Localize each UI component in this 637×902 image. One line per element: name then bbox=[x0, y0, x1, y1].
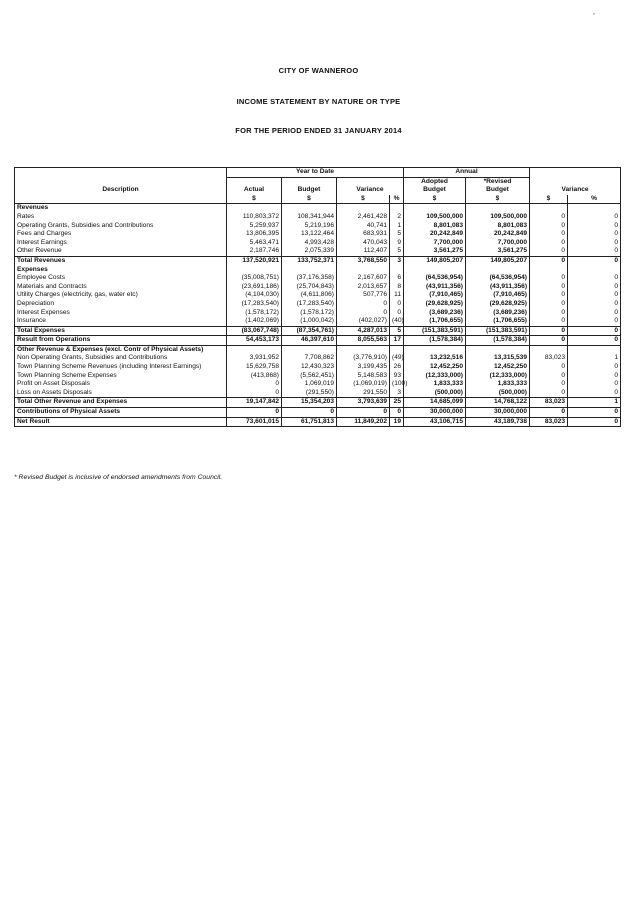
cell-variance-pct: 17 bbox=[390, 336, 404, 346]
cell-variance-pct bbox=[390, 204, 404, 213]
row-description: Total Other Revenue and Expenses bbox=[15, 398, 227, 408]
cell-revised-budget: 8,801,083 bbox=[466, 222, 530, 231]
footnote: * Revised Budget is inclusive of endorsed amendments from Council. bbox=[14, 474, 223, 481]
cell-revised-budget: 43,189,738 bbox=[466, 417, 530, 427]
cell-revised-budget: 7,700,000 bbox=[466, 239, 530, 248]
cell-annual-variance-pct bbox=[568, 204, 621, 213]
period-line: FOR THE PERIOD ENDED 31 JANUARY 2014 bbox=[235, 126, 402, 135]
cell-annual-variance-pct: 1 bbox=[614, 354, 619, 362]
cell-variance-pct: 0 bbox=[390, 309, 404, 318]
row-description: Fees and Charges bbox=[15, 230, 227, 239]
cell-annual-variance bbox=[530, 204, 568, 213]
cell-annual-variance: 0 bbox=[530, 317, 568, 326]
cell-annual-variance-pct: 0 bbox=[568, 326, 621, 336]
cell-actual: 54,453,173 bbox=[227, 336, 282, 346]
cell-annual-variance: 0 bbox=[530, 291, 568, 300]
table-row bbox=[15, 363, 621, 372]
revised-budget-header: Budget bbox=[466, 186, 530, 195]
cell-variance-pct: 0 bbox=[390, 300, 404, 309]
table-row bbox=[15, 291, 621, 300]
cell-variance-pct: (49) bbox=[390, 354, 404, 363]
cell-adopted-budget: 8,801,083 bbox=[404, 222, 466, 231]
ytd-group-header: Year to Date bbox=[227, 168, 404, 178]
row-description: Total Expenses bbox=[15, 326, 227, 336]
cell-adopted-budget: (151,383,591) bbox=[404, 326, 466, 336]
cell-actual: 15,629,758 bbox=[227, 363, 282, 372]
cell-variance-pct: 1 bbox=[390, 222, 404, 231]
cell-variance: (3,776,910) bbox=[337, 354, 390, 363]
cell-annual-variance: 0 bbox=[530, 309, 568, 318]
table-row bbox=[15, 230, 621, 239]
cell-adopted-budget: (7,910,465) bbox=[404, 291, 466, 300]
cell-revised-budget: 1,833,333 bbox=[466, 380, 530, 389]
row-description: Total Revenues bbox=[15, 256, 227, 265]
row-description: Other Revenue bbox=[15, 247, 227, 256]
statement-title: INCOME STATEMENT BY NATURE OR TYPE bbox=[236, 97, 401, 106]
unit-adopted: $ bbox=[404, 195, 466, 204]
cell-actual: (4,104,030) bbox=[227, 291, 282, 300]
cell-annual-variance: 0 bbox=[530, 256, 568, 265]
cell-variance: (402,027) bbox=[337, 317, 390, 326]
cell-budget: (291,550) bbox=[282, 389, 337, 398]
cell-adopted-budget: 43,106,715 bbox=[404, 417, 466, 427]
row-description: Expenses bbox=[15, 266, 227, 275]
cell-variance-pct: 5 bbox=[390, 230, 404, 239]
cell-variance-pct: 26 bbox=[390, 363, 404, 372]
cell-adopted-budget: (64,536,954) bbox=[404, 274, 466, 283]
cell-annual-variance-pct bbox=[568, 345, 621, 354]
table-row bbox=[15, 398, 621, 408]
cell-annual-variance-pct: 0 bbox=[614, 317, 619, 325]
cell-annual-variance-pct: 0 bbox=[614, 212, 619, 220]
cell-annual-variance: 0 bbox=[530, 230, 568, 239]
cell-variance-pct: 9 bbox=[390, 239, 404, 248]
adopted-budget-header: Budget bbox=[404, 186, 466, 195]
cell-adopted-budget: (500,000) bbox=[404, 389, 466, 398]
table-row bbox=[15, 326, 621, 336]
cell-annual-variance-pct: 0 bbox=[614, 282, 619, 290]
cell-actual: 5,259,937 bbox=[227, 222, 282, 231]
cell-variance: 2,461,428 bbox=[337, 213, 390, 222]
cell-actual: 5,463,471 bbox=[227, 239, 282, 248]
cell-annual-variance: 0 bbox=[530, 213, 568, 222]
cell-variance-pct: 2 bbox=[390, 213, 404, 222]
table-row bbox=[15, 309, 621, 318]
cell-variance-pct: 3 bbox=[390, 256, 404, 265]
cell-annual-variance: 0 bbox=[530, 380, 568, 389]
row-description: Insurance bbox=[15, 317, 227, 326]
description-header: Description bbox=[15, 186, 227, 195]
cell-revised-budget: (151,383,591) bbox=[466, 326, 530, 336]
cell-adopted-budget: (3,689,236) bbox=[404, 309, 466, 318]
cell-revised-budget: (500,000) bbox=[466, 389, 530, 398]
table-row bbox=[15, 222, 621, 231]
cell-actual: (23,691,186) bbox=[227, 283, 282, 292]
cell-annual-variance: 83,023 bbox=[530, 354, 568, 363]
group-header-row bbox=[15, 168, 621, 178]
table-row bbox=[15, 300, 621, 309]
column-header-row-2 bbox=[15, 186, 621, 195]
cell-revised-budget bbox=[466, 266, 530, 275]
unit-variance-pct: % bbox=[390, 195, 404, 204]
row-description: Profit on Asset Disposals bbox=[15, 380, 227, 389]
cell-revised-budget bbox=[466, 345, 530, 354]
row-description: Non Operating Grants, Subsidies and Contributions bbox=[15, 354, 227, 363]
cell-annual-variance-pct bbox=[568, 266, 621, 275]
cell-adopted-budget: 13,232,516 bbox=[404, 354, 466, 363]
budget-header: Budget bbox=[282, 186, 337, 195]
cell-annual-variance-pct: 0 bbox=[568, 408, 621, 418]
cell-annual-variance-pct: 0 bbox=[568, 417, 621, 427]
table-row bbox=[15, 266, 621, 275]
cell-adopted-budget: 12,452,250 bbox=[404, 363, 466, 372]
cell-adopted-budget bbox=[404, 345, 466, 354]
cell-variance: 3,793,639 bbox=[337, 398, 390, 408]
cell-adopted-budget: 20,242,849 bbox=[404, 230, 466, 239]
cell-variance-pct: 25 bbox=[390, 398, 404, 408]
cell-actual: (413,868) bbox=[227, 372, 282, 381]
table-row bbox=[15, 389, 621, 398]
cell-variance: 0 bbox=[337, 309, 390, 318]
cell-revised-budget: (43,911,356) bbox=[466, 283, 530, 292]
cell-revised-budget: (12,333,000) bbox=[466, 372, 530, 381]
cell-annual-variance: 0 bbox=[530, 247, 568, 256]
table-row bbox=[15, 204, 621, 213]
cell-budget: 7,708,862 bbox=[282, 354, 337, 363]
cell-annual-variance: 0 bbox=[530, 283, 568, 292]
cell-annual-variance: 83,023 bbox=[530, 417, 568, 427]
table-row bbox=[15, 336, 621, 346]
unit-ann-variance: $ bbox=[530, 195, 568, 204]
table-row bbox=[15, 274, 621, 283]
variance-header: Variance bbox=[337, 186, 404, 195]
cell-revised-budget: 149,805,207 bbox=[466, 256, 530, 265]
cell-budget: (17,283,540) bbox=[282, 300, 337, 309]
cell-annual-variance-pct: 0 bbox=[614, 291, 619, 299]
cell-budget bbox=[282, 345, 337, 354]
cell-annual-variance-pct: 0 bbox=[568, 256, 621, 265]
cell-annual-variance: 0 bbox=[530, 300, 568, 309]
table-row bbox=[15, 213, 621, 222]
cell-annual-variance-pct: 0 bbox=[614, 238, 619, 246]
cell-annual-variance-pct: 0 bbox=[614, 371, 619, 379]
cell-annual-variance: 0 bbox=[530, 274, 568, 283]
cell-budget: (37,176,358) bbox=[282, 274, 337, 283]
cell-budget: 13,122,464 bbox=[282, 230, 337, 239]
actual-header: Actual bbox=[227, 186, 282, 195]
cell-annual-variance-pct: 0 bbox=[614, 230, 619, 238]
cell-variance bbox=[337, 345, 390, 354]
table-row bbox=[15, 345, 621, 354]
cell-budget: 12,430,323 bbox=[282, 363, 337, 372]
org-name: CITY OF WANNEROO bbox=[278, 66, 359, 75]
cell-variance bbox=[337, 266, 390, 275]
cell-adopted-budget: (43,911,356) bbox=[404, 283, 466, 292]
row-description: Rates bbox=[15, 213, 227, 222]
cell-budget: (1,000,042) bbox=[282, 317, 337, 326]
row-description: Operating Grants, Subsidies and Contributions bbox=[15, 222, 227, 231]
cell-adopted-budget: 7,700,000 bbox=[404, 239, 466, 248]
cell-actual: (17,283,540) bbox=[227, 300, 282, 309]
cell-variance-pct: 6 bbox=[390, 274, 404, 283]
cell-annual-variance: 0 bbox=[530, 336, 568, 346]
cell-revised-budget: (1,706,655) bbox=[466, 317, 530, 326]
cell-budget: 0 bbox=[282, 408, 337, 418]
cell-adopted-budget: 30,000,000 bbox=[404, 408, 466, 418]
cell-variance bbox=[337, 204, 390, 213]
cell-adopted-budget: (12,333,000) bbox=[404, 372, 466, 381]
cell-adopted-budget: (1,706,655) bbox=[404, 317, 466, 326]
cell-variance-pct: 0 bbox=[390, 408, 404, 418]
cell-revised-budget: 12,452,250 bbox=[466, 363, 530, 372]
table-row bbox=[15, 408, 621, 418]
cell-annual-variance: 0 bbox=[530, 408, 568, 418]
cell-variance: 2,013,657 bbox=[337, 283, 390, 292]
cell-variance: 470,043 bbox=[337, 239, 390, 248]
cell-budget: (25,704,843) bbox=[282, 283, 337, 292]
cell-annual-variance: 0 bbox=[530, 222, 568, 231]
cell-budget: 108,341,944 bbox=[282, 213, 337, 222]
row-description: Other Revenue & Expenses (excl. Contr of Physical Assets) bbox=[15, 345, 227, 354]
row-description: Revenues bbox=[15, 204, 227, 213]
cell-annual-variance-pct: 0 bbox=[614, 380, 619, 388]
cell-variance: 3,199,435 bbox=[337, 363, 390, 372]
cell-variance: 0 bbox=[337, 408, 390, 418]
cell-variance: 8,055,563 bbox=[337, 336, 390, 346]
cell-annual-variance-pct: 0 bbox=[614, 221, 619, 229]
cell-revised-budget: (7,910,465) bbox=[466, 291, 530, 300]
cell-variance: 2,167,607 bbox=[337, 274, 390, 283]
cell-budget bbox=[282, 266, 337, 275]
cell-budget: 1,069,019 bbox=[282, 380, 337, 389]
row-description: Utility Charges (electricity, gas, water etc) bbox=[15, 291, 227, 300]
cell-variance: 11,849,202 bbox=[337, 417, 390, 427]
cell-variance: (1,069,019) bbox=[337, 380, 390, 389]
annual-group-header: Annual bbox=[404, 168, 530, 178]
cell-adopted-budget: 1,833,333 bbox=[404, 380, 466, 389]
cell-revised-budget: 14,768,122 bbox=[466, 398, 530, 408]
cell-revised-budget: 20,242,849 bbox=[466, 230, 530, 239]
table-row bbox=[15, 354, 621, 363]
cell-annual-variance: 0 bbox=[530, 326, 568, 336]
cell-variance: 40,741 bbox=[337, 222, 390, 231]
cell-annual-variance-pct: 0 bbox=[614, 247, 619, 255]
cell-actual: 19,147,842 bbox=[227, 398, 282, 408]
table-body bbox=[15, 168, 621, 427]
cell-revised-budget: 30,000,000 bbox=[466, 408, 530, 418]
cell-budget: 2,075,339 bbox=[282, 247, 337, 256]
cell-actual: 2,187,746 bbox=[227, 247, 282, 256]
cell-variance: 4,287,013 bbox=[337, 326, 390, 336]
cell-variance: 3,768,550 bbox=[337, 256, 390, 265]
cell-actual: (83,067,748) bbox=[227, 326, 282, 336]
cell-annual-variance bbox=[530, 266, 568, 275]
cell-variance: 112,407 bbox=[337, 247, 390, 256]
cell-variance-pct: 8 bbox=[390, 283, 404, 292]
cell-actual: 137,520,921 bbox=[227, 256, 282, 265]
cell-budget: (1,578,172) bbox=[282, 309, 337, 318]
cell-actual: 3,931,952 bbox=[227, 354, 282, 363]
cell-actual: 0 bbox=[227, 408, 282, 418]
unit-revised: $ bbox=[466, 195, 530, 204]
cell-annual-variance-pct: 0 bbox=[614, 308, 619, 316]
column-header-row-1 bbox=[15, 177, 621, 186]
cell-actual: 110,803,372 bbox=[227, 213, 282, 222]
cell-variance-pct: 11 bbox=[390, 291, 404, 300]
row-description: Employee Costs bbox=[15, 274, 227, 283]
cell-budget: 46,397,610 bbox=[282, 336, 337, 346]
adopted-header: Adopted bbox=[404, 177, 466, 186]
cell-actual: 0 bbox=[227, 380, 282, 389]
cell-budget: 4,993,428 bbox=[282, 239, 337, 248]
cell-budget: 5,219,196 bbox=[282, 222, 337, 231]
cell-variance-pct: 3 bbox=[390, 389, 404, 398]
cell-actual: 13,806,395 bbox=[227, 230, 282, 239]
cell-revised-budget: 3,561,275 bbox=[466, 247, 530, 256]
unit-budget: $ bbox=[282, 195, 337, 204]
cell-variance-pct: (100) bbox=[390, 380, 404, 389]
cell-variance: 683,931 bbox=[337, 230, 390, 239]
cell-actual: (1,402,069) bbox=[227, 317, 282, 326]
cell-revised-budget: (3,689,236) bbox=[466, 309, 530, 318]
row-description: Loss on Assets Disposals bbox=[15, 389, 227, 398]
row-description: Depreciation bbox=[15, 300, 227, 309]
row-description: Town Planning Scheme Expenses bbox=[15, 372, 227, 381]
cell-revised-budget: (64,536,954) bbox=[466, 274, 530, 283]
unit-actual: $ bbox=[227, 195, 282, 204]
cell-adopted-budget: 3,561,275 bbox=[404, 247, 466, 256]
cell-variance: 507,776 bbox=[337, 291, 390, 300]
cell-adopted-budget: 149,805,207 bbox=[404, 256, 466, 265]
table-row bbox=[15, 372, 621, 381]
cell-actual: (1,578,172) bbox=[227, 309, 282, 318]
cell-revised-budget: 13,315,539 bbox=[466, 354, 530, 363]
row-description: Net Result bbox=[15, 417, 227, 427]
cell-adopted-budget: (1,578,384) bbox=[404, 336, 466, 346]
cell-annual-variance: 0 bbox=[530, 372, 568, 381]
row-description: Interest Earnings bbox=[15, 239, 227, 248]
cell-actual bbox=[227, 345, 282, 354]
cell-budget: (4,611,806) bbox=[282, 291, 337, 300]
cell-annual-variance-pct: 0 bbox=[614, 274, 619, 282]
unit-variance: $ bbox=[337, 195, 390, 204]
cell-variance-pct: 93 bbox=[390, 372, 404, 381]
cell-annual-variance-pct: 0 bbox=[614, 363, 619, 371]
cell-annual-variance: 0 bbox=[530, 389, 568, 398]
row-description: Result from Operations bbox=[15, 336, 227, 346]
table-row bbox=[15, 417, 621, 427]
cell-actual: 0 bbox=[227, 389, 282, 398]
cell-annual-variance: 0 bbox=[530, 239, 568, 248]
income-statement-table bbox=[14, 167, 621, 427]
table-row bbox=[15, 380, 621, 389]
table-row bbox=[15, 239, 621, 248]
cell-revised-budget bbox=[466, 204, 530, 213]
cell-adopted-budget bbox=[404, 266, 466, 275]
cell-adopted-budget: 109,500,000 bbox=[404, 213, 466, 222]
cell-budget bbox=[282, 204, 337, 213]
annual-variance-header: Variance bbox=[561, 186, 589, 194]
cell-variance-pct bbox=[390, 345, 404, 354]
units-row bbox=[15, 195, 621, 204]
cell-annual-variance-pct: 0 bbox=[614, 388, 619, 396]
cell-annual-variance-pct: 0 bbox=[614, 299, 619, 307]
cell-budget: 15,354,203 bbox=[282, 398, 337, 408]
cell-variance-pct: 5 bbox=[390, 326, 404, 336]
cell-variance-pct: (40) bbox=[390, 317, 404, 326]
table-row bbox=[15, 317, 621, 326]
cell-variance-pct: 5 bbox=[390, 247, 404, 256]
cell-annual-variance-pct: 0 bbox=[568, 336, 621, 346]
row-description: Contributions of Physical Assets bbox=[15, 408, 227, 418]
cell-variance: 5,148,583 bbox=[337, 372, 390, 381]
cell-annual-variance: 0 bbox=[530, 363, 568, 372]
row-description: Town Planning Scheme Revenues (including Interest Earnings) bbox=[15, 363, 227, 372]
cell-variance: 0 bbox=[337, 300, 390, 309]
cell-actual bbox=[227, 266, 282, 275]
cell-revised-budget: 109,500,000 bbox=[466, 213, 530, 222]
row-description: Materials and Contracts bbox=[15, 283, 227, 292]
cell-budget: 61,751,813 bbox=[282, 417, 337, 427]
corner-mark: ’ bbox=[593, 12, 595, 21]
cell-budget: 133,752,371 bbox=[282, 256, 337, 265]
cell-actual bbox=[227, 204, 282, 213]
table-row bbox=[15, 247, 621, 256]
unit-ann-variance-pct: % bbox=[568, 195, 621, 204]
row-description: Interest Expenses bbox=[15, 309, 227, 318]
cell-adopted-budget: (29,628,925) bbox=[404, 300, 466, 309]
cell-revised-budget: (29,628,925) bbox=[466, 300, 530, 309]
cell-actual: 73,601,015 bbox=[227, 417, 282, 427]
cell-variance-pct bbox=[390, 266, 404, 275]
cell-adopted-budget: 14,685,099 bbox=[404, 398, 466, 408]
revised-header: *Revised bbox=[466, 177, 530, 186]
cell-budget: (5,562,451) bbox=[282, 372, 337, 381]
cell-revised-budget: (1,578,384) bbox=[466, 336, 530, 346]
cell-annual-variance-pct: 1 bbox=[568, 398, 621, 408]
cell-variance: 291,550 bbox=[337, 389, 390, 398]
table-row bbox=[15, 256, 621, 265]
cell-adopted-budget bbox=[404, 204, 466, 213]
cell-annual-variance: 83,023 bbox=[530, 398, 568, 408]
cell-variance-pct: 19 bbox=[390, 417, 404, 427]
table-row bbox=[15, 283, 621, 292]
cell-annual-variance bbox=[530, 345, 568, 354]
cell-budget: (87,354,761) bbox=[282, 326, 337, 336]
cell-actual: (35,008,751) bbox=[227, 274, 282, 283]
